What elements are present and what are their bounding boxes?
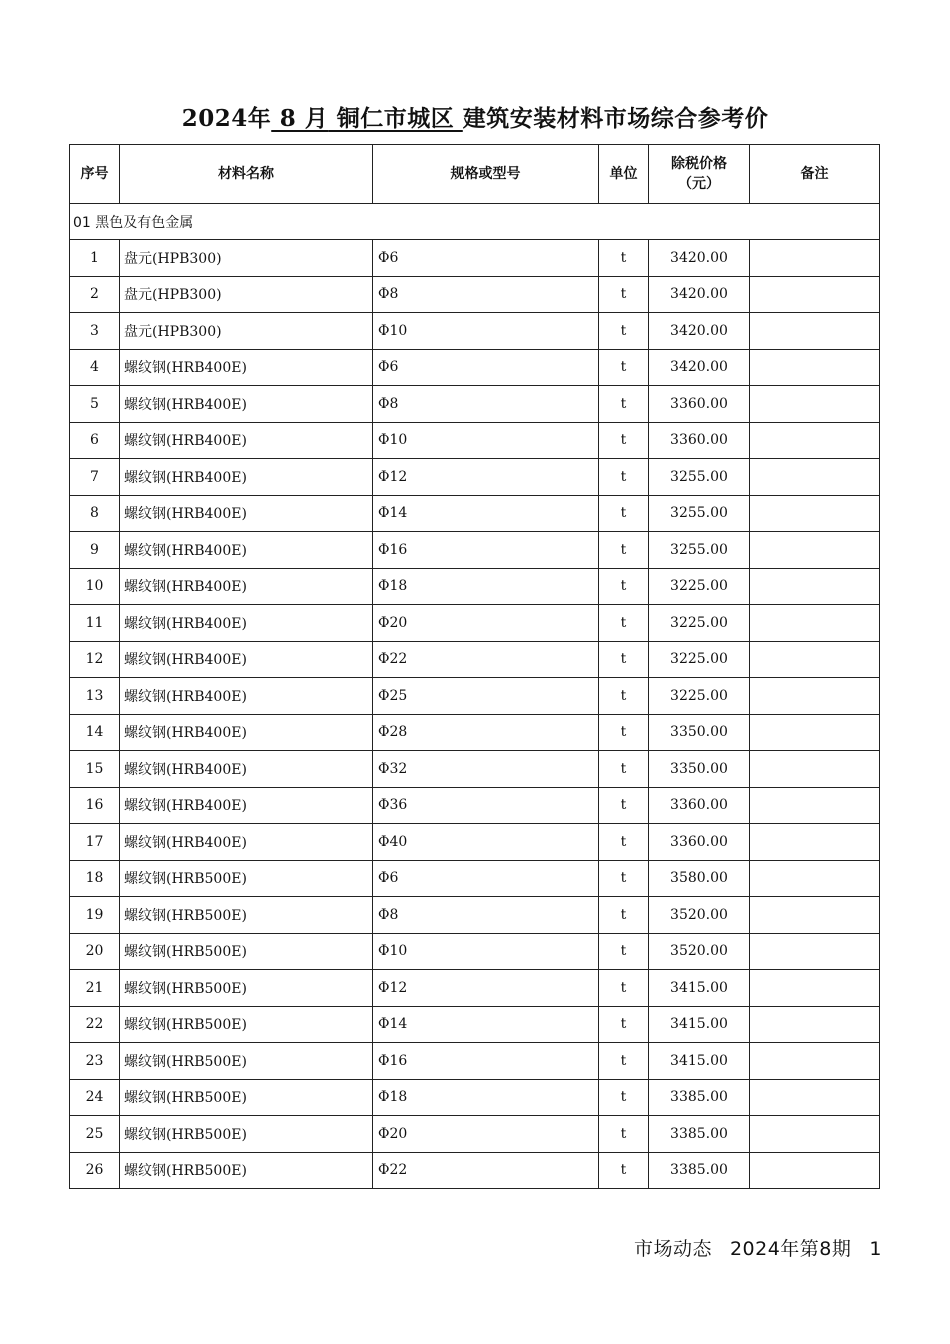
cell-name: 螺纹钢(HRB400E) <box>120 459 373 496</box>
cell-spec: Φ10 <box>373 933 599 970</box>
table-row <box>70 495 880 532</box>
cell-name: 螺纹钢(HRB400E) <box>120 824 373 861</box>
cell-name: 螺纹钢(HRB500E) <box>120 970 373 1007</box>
table-row <box>70 605 880 642</box>
cell-name: 螺纹钢(HRB400E) <box>120 422 373 459</box>
table-row <box>70 970 880 1007</box>
cell-spec: Φ36 <box>373 787 599 824</box>
cell-remark <box>750 313 880 350</box>
cell-price: 3225.00 <box>649 605 750 642</box>
cell-name: 螺纹钢(HRB500E) <box>120 1043 373 1080</box>
cell-remark <box>750 933 880 970</box>
cell-remark <box>750 349 880 386</box>
cell-price: 3520.00 <box>649 897 750 934</box>
cell-no: 23 <box>70 1043 120 1080</box>
table-row <box>70 1116 880 1153</box>
cell-remark <box>750 386 880 423</box>
cell-no: 16 <box>70 787 120 824</box>
cell-remark <box>750 897 880 934</box>
table-row <box>70 860 880 897</box>
table-row <box>70 313 880 350</box>
table-row <box>70 240 880 277</box>
table-row <box>70 1043 880 1080</box>
cell-name: 螺纹钢(HRB400E) <box>120 495 373 532</box>
table-body <box>70 204 880 1189</box>
cell-unit: t <box>599 422 649 459</box>
cell-unit: t <box>599 386 649 423</box>
cell-remark <box>750 641 880 678</box>
cell-price: 3360.00 <box>649 422 750 459</box>
title-month: 8 月 <box>271 105 329 132</box>
cell-no: 25 <box>70 1116 120 1153</box>
cell-price: 3350.00 <box>649 751 750 788</box>
table-row <box>70 641 880 678</box>
cell-remark <box>750 1079 880 1116</box>
cell-price: 3350.00 <box>649 714 750 751</box>
header-price-line2: （元） <box>678 176 720 192</box>
cell-unit: t <box>599 1079 649 1116</box>
cell-remark <box>750 860 880 897</box>
cell-spec: Φ10 <box>373 313 599 350</box>
cell-remark <box>750 678 880 715</box>
cell-spec: Φ22 <box>373 641 599 678</box>
cell-spec: Φ16 <box>373 1043 599 1080</box>
cell-no: 1 <box>70 240 120 277</box>
cell-name: 螺纹钢(HRB400E) <box>120 641 373 678</box>
cell-price: 3360.00 <box>649 824 750 861</box>
cell-remark <box>750 751 880 788</box>
cell-spec: Φ8 <box>373 897 599 934</box>
cell-spec: Φ8 <box>373 276 599 313</box>
cell-no: 20 <box>70 933 120 970</box>
cell-name: 螺纹钢(HRB500E) <box>120 933 373 970</box>
cell-no: 9 <box>70 532 120 569</box>
cell-spec: Φ20 <box>373 1116 599 1153</box>
cell-name: 螺纹钢(HRB500E) <box>120 1079 373 1116</box>
cell-spec: Φ32 <box>373 751 599 788</box>
cell-spec: Φ40 <box>373 824 599 861</box>
cell-spec: Φ10 <box>373 422 599 459</box>
cell-price: 3420.00 <box>649 349 750 386</box>
table-row <box>70 1152 880 1189</box>
section-label: 01 黑色及有色金属 <box>70 204 880 240</box>
cell-remark <box>750 605 880 642</box>
cell-price: 3225.00 <box>649 568 750 605</box>
cell-spec: Φ18 <box>373 1079 599 1116</box>
cell-price: 3420.00 <box>649 240 750 277</box>
cell-spec: Φ12 <box>373 970 599 1007</box>
cell-name: 螺纹钢(HRB500E) <box>120 1006 373 1043</box>
cell-price: 3360.00 <box>649 787 750 824</box>
cell-no: 8 <box>70 495 120 532</box>
cell-unit: t <box>599 240 649 277</box>
cell-name: 盘元(HPB300) <box>120 240 373 277</box>
table-row <box>70 933 880 970</box>
cell-spec: Φ16 <box>373 532 599 569</box>
cell-unit: t <box>599 1043 649 1080</box>
table-row <box>70 459 880 496</box>
cell-no: 4 <box>70 349 120 386</box>
cell-remark <box>750 824 880 861</box>
table-row <box>70 714 880 751</box>
cell-spec: Φ12 <box>373 459 599 496</box>
cell-price: 3415.00 <box>649 1043 750 1080</box>
table-row <box>70 897 880 934</box>
cell-price: 3420.00 <box>649 276 750 313</box>
table-row <box>70 751 880 788</box>
cell-unit: t <box>599 897 649 934</box>
cell-spec: Φ6 <box>373 240 599 277</box>
cell-price: 3385.00 <box>649 1079 750 1116</box>
cell-no: 3 <box>70 313 120 350</box>
cell-spec: Φ20 <box>373 605 599 642</box>
cell-price: 3520.00 <box>649 933 750 970</box>
cell-unit: t <box>599 1116 649 1153</box>
header-no: 序号 <box>70 145 120 204</box>
cell-name: 螺纹钢(HRB400E) <box>120 714 373 751</box>
cell-name: 螺纹钢(HRB500E) <box>120 897 373 934</box>
cell-name: 螺纹钢(HRB400E) <box>120 751 373 788</box>
cell-spec: Φ8 <box>373 386 599 423</box>
cell-price: 3420.00 <box>649 313 750 350</box>
cell-unit: t <box>599 678 649 715</box>
cell-no: 7 <box>70 459 120 496</box>
cell-remark <box>750 787 880 824</box>
cell-spec: Φ6 <box>373 860 599 897</box>
cell-unit: t <box>599 276 649 313</box>
cell-price: 3385.00 <box>649 1152 750 1189</box>
cell-price: 3385.00 <box>649 1116 750 1153</box>
cell-unit: t <box>599 824 649 861</box>
table-header-row <box>70 145 880 204</box>
page-footer <box>634 1234 882 1261</box>
cell-name: 螺纹钢(HRB400E) <box>120 532 373 569</box>
cell-remark <box>750 714 880 751</box>
cell-name: 螺纹钢(HRB500E) <box>120 1116 373 1153</box>
cell-spec: Φ14 <box>373 1006 599 1043</box>
cell-no: 6 <box>70 422 120 459</box>
cell-remark <box>750 532 880 569</box>
cell-remark <box>750 1006 880 1043</box>
cell-name: 螺纹钢(HRB400E) <box>120 349 373 386</box>
cell-unit: t <box>599 568 649 605</box>
table-row <box>70 787 880 824</box>
cell-spec: Φ18 <box>373 568 599 605</box>
header-unit: 单位 <box>599 145 649 204</box>
cell-unit: t <box>599 605 649 642</box>
header-name: 材料名称 <box>120 145 373 204</box>
cell-name: 螺纹钢(HRB400E) <box>120 678 373 715</box>
cell-unit: t <box>599 1152 649 1189</box>
cell-unit: t <box>599 751 649 788</box>
table-row <box>70 1079 880 1116</box>
cell-spec: Φ22 <box>373 1152 599 1189</box>
cell-remark <box>750 495 880 532</box>
cell-spec: Φ14 <box>373 495 599 532</box>
price-table <box>69 144 880 1189</box>
cell-price: 3225.00 <box>649 641 750 678</box>
cell-spec: Φ28 <box>373 714 599 751</box>
cell-price: 3580.00 <box>649 860 750 897</box>
table-row <box>70 532 880 569</box>
cell-unit: t <box>599 349 649 386</box>
cell-no: 17 <box>70 824 120 861</box>
cell-unit: t <box>599 714 649 751</box>
cell-no: 14 <box>70 714 120 751</box>
cell-remark <box>750 459 880 496</box>
cell-remark <box>750 422 880 459</box>
cell-name: 螺纹钢(HRB400E) <box>120 787 373 824</box>
cell-unit: t <box>599 495 649 532</box>
cell-name: 盘元(HPB300) <box>120 313 373 350</box>
cell-unit: t <box>599 787 649 824</box>
cell-no: 22 <box>70 1006 120 1043</box>
cell-no: 2 <box>70 276 120 313</box>
cell-no: 13 <box>70 678 120 715</box>
cell-remark <box>750 970 880 1007</box>
cell-price: 3225.00 <box>649 678 750 715</box>
cell-unit: t <box>599 860 649 897</box>
table-row <box>70 276 880 313</box>
cell-unit: t <box>599 970 649 1007</box>
cell-price: 3415.00 <box>649 1006 750 1043</box>
cell-no: 10 <box>70 568 120 605</box>
cell-remark <box>750 1043 880 1080</box>
cell-spec: Φ25 <box>373 678 599 715</box>
cell-no: 26 <box>70 1152 120 1189</box>
header-remark: 备注 <box>750 145 880 204</box>
cell-unit: t <box>599 459 649 496</box>
table-row <box>70 422 880 459</box>
cell-no: 19 <box>70 897 120 934</box>
cell-name: 盘元(HPB300) <box>120 276 373 313</box>
footer-page-number: 1 <box>869 1238 882 1260</box>
cell-price: 3255.00 <box>649 532 750 569</box>
cell-price: 3255.00 <box>649 459 750 496</box>
cell-remark <box>750 1152 880 1189</box>
cell-no: 11 <box>70 605 120 642</box>
cell-remark <box>750 568 880 605</box>
cell-unit: t <box>599 1006 649 1043</box>
table-row <box>70 568 880 605</box>
cell-unit: t <box>599 641 649 678</box>
header-price <box>649 145 750 204</box>
section-row <box>70 204 880 240</box>
cell-remark <box>750 1116 880 1153</box>
cell-price: 3360.00 <box>649 386 750 423</box>
table-row <box>70 678 880 715</box>
cell-price: 3255.00 <box>649 495 750 532</box>
cell-unit: t <box>599 933 649 970</box>
cell-remark <box>750 240 880 277</box>
footer-publication: 市场动态 <box>633 1238 712 1260</box>
cell-no: 5 <box>70 386 120 423</box>
table-row <box>70 386 880 423</box>
cell-no: 15 <box>70 751 120 788</box>
cell-unit: t <box>599 532 649 569</box>
cell-name: 螺纹钢(HRB500E) <box>120 860 373 897</box>
cell-remark <box>750 276 880 313</box>
title-city: 铜仁市城区 <box>328 105 463 132</box>
table-row <box>70 824 880 861</box>
page-title <box>0 100 950 133</box>
title-year: 2024年 <box>181 105 272 132</box>
footer-issue: 2024年第8期 <box>729 1238 852 1260</box>
cell-name: 螺纹钢(HRB400E) <box>120 605 373 642</box>
cell-no: 12 <box>70 641 120 678</box>
cell-name: 螺纹钢(HRB400E) <box>120 568 373 605</box>
cell-unit: t <box>599 313 649 350</box>
cell-price: 3415.00 <box>649 970 750 1007</box>
header-price-line1: 除税价格 <box>671 156 727 172</box>
table-row <box>70 1006 880 1043</box>
cell-spec: Φ6 <box>373 349 599 386</box>
title-suffix: 建筑安装材料市场综合参考价 <box>462 105 769 132</box>
cell-no: 18 <box>70 860 120 897</box>
header-spec: 规格或型号 <box>373 145 599 204</box>
cell-name: 螺纹钢(HRB500E) <box>120 1152 373 1189</box>
cell-no: 21 <box>70 970 120 1007</box>
cell-no: 24 <box>70 1079 120 1116</box>
cell-name: 螺纹钢(HRB400E) <box>120 386 373 423</box>
table-row <box>70 349 880 386</box>
